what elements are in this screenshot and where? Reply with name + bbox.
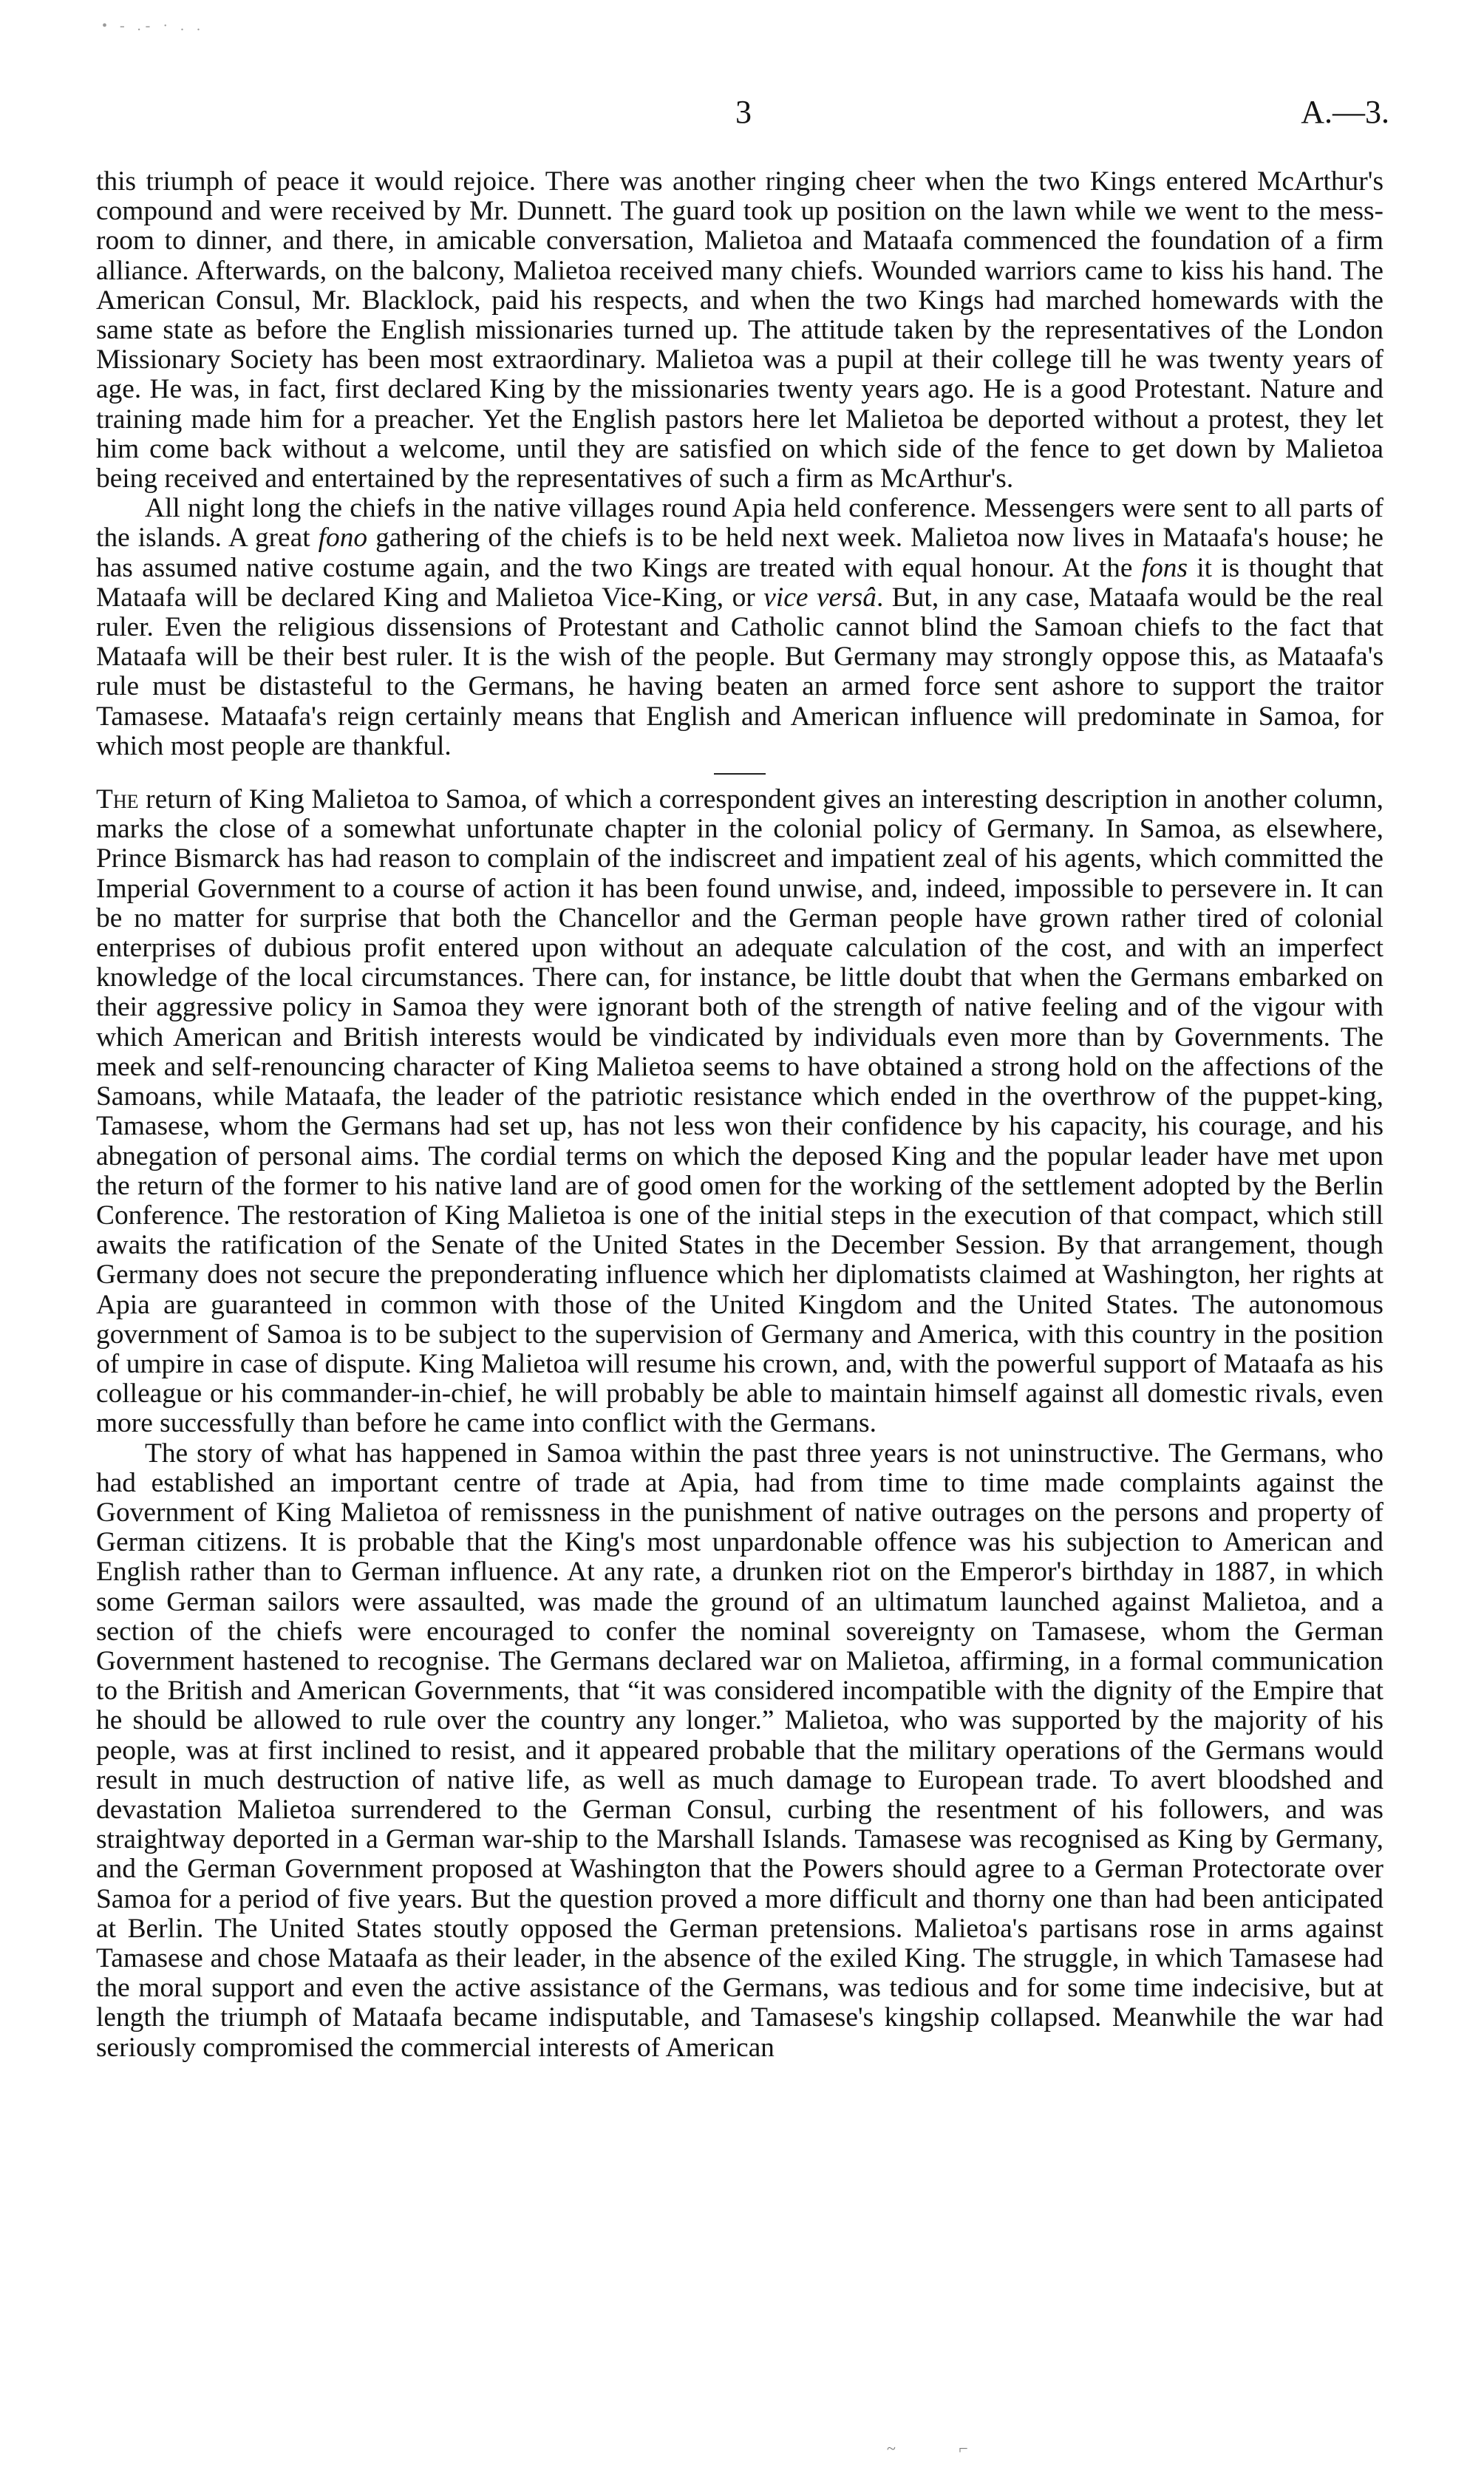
article-paragraph-1: this triumph of peace it would rejoice. There was another ringing cheer when the two Kings entered McArthur's compound and were received by Mr. Dunnett. The guard took up position on the lawn while we went to the mess-room to dinner, and there, in amicable conversation, Malietoa and Mataafa commenced the foundation of a firm alliance. Afterwards, on the balcony, Malietoa received many chiefs. Wounded warriors came to kiss his hand. The American Consul, Mr. Blacklock, paid his respects, and when the two Kings had marched homewards with the same state as before the English missionaries turned up. The attitude taken by the representatives of the London Missionary Society has been most extraordinary. Malietoa was a pupil at their college till he was twenty years of age. He was, in fact, first declared King by the missionaries twenty years ago. He is a good Protestant. Nature and training made him for a preacher. Yet the English pastors here let Malietoa be deported without a protest, they let him come back without a welcome, until they are satisfied on which side of the fence to get down by Malietoa being received and entertained by the representatives of such a firm as McArthur's.: [96, 166, 1383, 494]
term-vice-versa: vice versâ: [763, 582, 877, 613]
footer-marks: ~ ⌐: [887, 2439, 998, 2458]
article-paragraph-2-text-b: gathering of the chiefs is to be held next week. Malietoa now lives in Mataafa's house; he has assumed native costume again, and the two Kings are treated with equal honour. At the: [96, 523, 1383, 583]
article-paragraph-2-text-d: . But, in any case, Mataafa would be the real ruler. Even the religious dissensions of Protestant and Catholic cannot blind the Samoan chiefs to the fact that Mataafa will be their best ruler. It is the wish of the people. But Germany may strongly oppose this, as Mataafa's rule must be distasteful to the Germans, he having beaten an armed force sent ashore to support the traitor Tamasese. Mataafa's reign certainly means that English and American influence will predominate in Samoa, for which most people are thankful.: [96, 582, 1384, 761]
editorial-paragraph-2: The story of what has happened in Samoa within the past three years is not uninstructive. The Germans, who had established an important centre of trade at Apia, had from time to time made complaints against the Government of King Malietoa of remissness in the punishment of native outrages on the persons and property of German citizens. It is probable that the King's most unpardonable offence was his subjection to American and English rather than to German influence. At any rate, a drunken riot on the Emperor's birthday in 1887, in which some German sailors were assaulted, was made the ground of an ultimatum launched against Malietoa, and a section of the chiefs were encouraged to confer the nominal sovereignty on Tamasese, whom the German Government hastened to recognise. The Germans declared war on Malietoa, affirming, in a formal communication to the British and American Governments, that “it was considered incompatible with the dignity of the Empire that he should be allowed to rule over the country any longer.” Malietoa, who was supported by the majority of his people, was at first inclined to resist, and it appeared probable that the military operations of the Germans would result in much destruction of native life, as well as much damage to European trade. To avert bloodshed and devastation Malietoa surrendered to the German Consul, curbing the resentment of his followers, and was straightway deported in a German war-ship to the Marshall Islands. Tamasese was recognised as King by Germany, and the German Government proposed at Washington that the Powers should agree to a German Protectorate over Samoa for a period of five years. But the question proved a more difficult and thorny one than had been anticipated at Berlin. The United States stoutly opposed the German pretensions. Malietoa's partisans rose in arms against Tamasese and chose Mataafa as their leader, in the absence of the exiled King. The struggle, in which Tamasese had the moral support and even the active assistance of the Germans, was tedious and for some time indecisive, but at length the triumph of Mataafa became indisputable, and Tamasese's kingship collapsed. Meanwhile the war had seriously compromised the commercial interests of American: [96, 1438, 1383, 2063]
page-number: 3: [735, 94, 752, 130]
article-paragraph-2: [96, 494, 1383, 761]
article-paragraph-2-text-c: it is thought that Mataafa will be declared King and Malietoa Vice-King, or: [96, 552, 1383, 613]
article-paragraph-2-text-a: All night long the chiefs in the native villages round Apia held conference. Messengers were sent to all parts of the islands. A great: [96, 493, 1383, 554]
term-fono: fono: [318, 523, 368, 554]
editorial-paragraph-1: [96, 785, 1383, 1438]
corner-marks: • - .- · . .: [102, 18, 205, 34]
editorial-paragraph-1-text: return of King Malietoa to Samoa, of which a correspondent gives an interesting description in another column, marks the close of a somewhat unfortunate chapter in the colonial policy of Germany. In Samoa, as elsewhere, Prince Bismarck has had reason to complain of the indiscreet and impatient zeal of his agents, which committed the Imperial Government to a course of action it has been found unwise, and, indeed, impossible to persevere in. It can be no matter for surprise that both the Chancellor and the German people have grown rather tired of colonial enterprises of dubious profit entered upon without an adequate calculation of the cost, and with an imperfect knowledge of the local circumstances. There can, for instance, be little doubt that when the Germans embarked on their aggressive policy in Samoa they were ignorant both of the strength of native feeling and of the vigour with which American and British interests would be vindicated by individuals even more than by Governments. The meek and self-renouncing character of King Malietoa seems to have obtained a strong hold on the affections of the Samoans, while Mataafa, the leader of the patriotic resistance which ended in the overthrow of the puppet-king, Tamasese, whom the Germans had set up, has not less won their confidence by his capacity, his courage, and his abnegation of personal aims. The cordial terms on which the deposed King and the popular leader have met upon the return of the former to his native land are of good omen for the working of the settlement adopted by the Berlin Conference. The restoration of King Malietoa is one of the initial steps in the execution of that compact, which still awaits the ratification of the Senate of the United States in the December Session. By that arrangement, though Germany does not secure the preponderating influence which her diplomatists claimed at Washington, her rights at Apia are guaranteed in common with those of the United Kingdom and the United States. The autonomous government of Samoa is to be subject to the supervision of Germany and America, with this country in the position of umpire in case of dispute. King Malietoa will resume his crown, and, with the powerful support of Mataafa as his colleague or his commander-in-chief, he will probably be able to maintain himself against all domestic rivals, even more successfully than before he came into conflict with the Germans.: [96, 784, 1383, 1439]
term-fons: fons: [1141, 552, 1188, 583]
document-code: A.—3.: [1301, 94, 1389, 130]
text-column: [96, 167, 1383, 2063]
section-divider: [714, 773, 766, 775]
editorial-lead-word: The: [96, 784, 139, 815]
